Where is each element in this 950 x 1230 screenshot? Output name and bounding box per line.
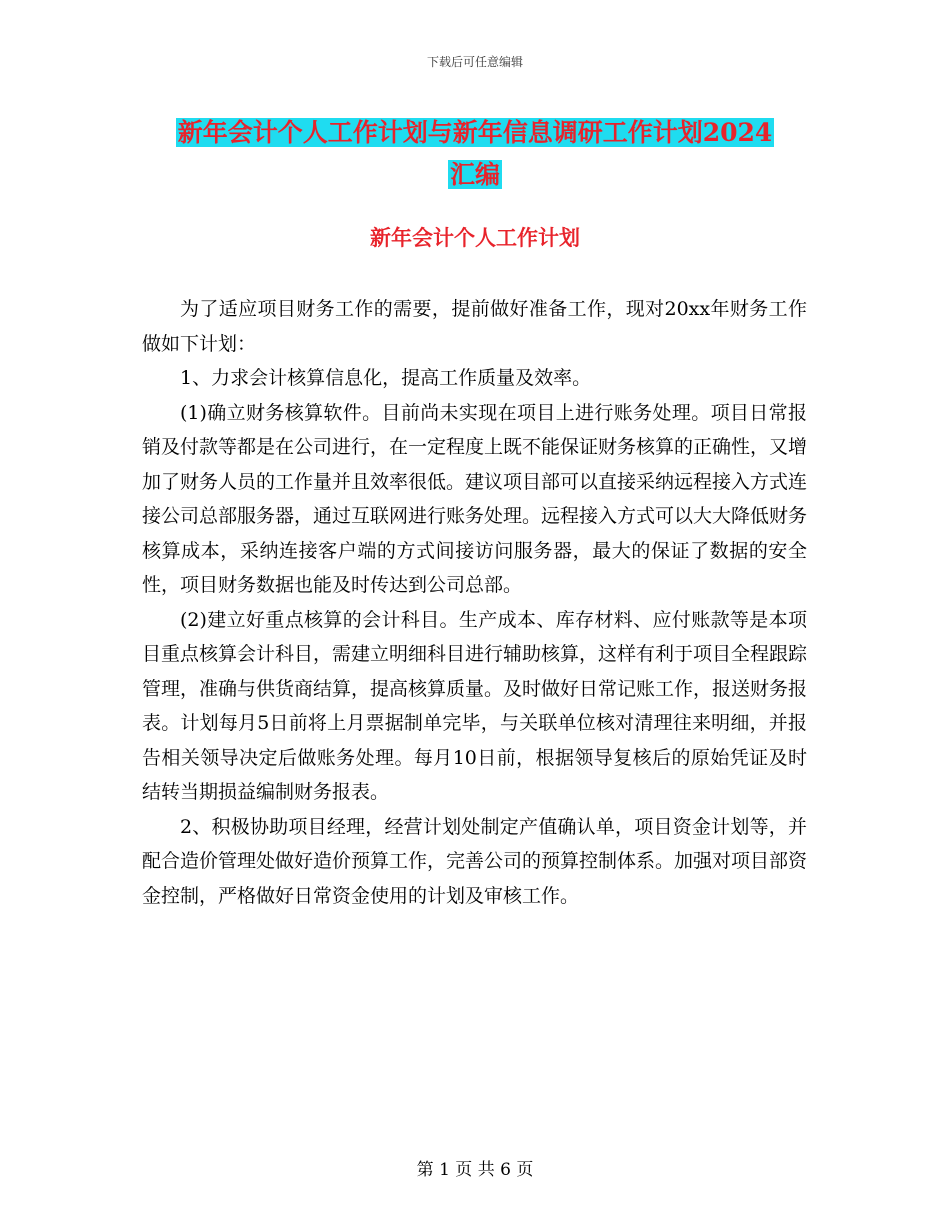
- paragraph-item-1-1: (1)确立财务核算软件。目前尚未实现在项目上进行账务处理。项目日常报销及付款等都是在公司进行，在一定程度上既不能保证财务核算的正确性，又增加了财务人员的工作量并且效率很低。建议项目部可以直接采纳远程接入方式连接公司总部服务器，通过互联网进行账务处理。远程接入方式可以大大降低财务核算成本，采纳连接客户端的方式间接访问服务器，最大的保证了数据的安全性，项目财务数据也能及时传达到公司总部。: [142, 401, 808, 596]
- section-title: 新年会计个人工作计划: [370, 225, 580, 250]
- paragraph-item-1: 1、力求会计核算信息化，提高工作质量及效率。: [180, 367, 592, 389]
- document-title: [150, 112, 800, 196]
- paragraph-intro: 为了适应项目财务工作的需要，提前做好准备工作，现对20xx年财务工作做如下计划：: [142, 298, 807, 355]
- paragraph-item-1-2: (2)建立好重点核算的会计科目。生产成本、库存材料、应付账款等是本项目重点核算会计科目，需建立明细科目进行辅助核算，这样有利于项目全程跟踪管理，准确与供货商结算，提高核算质量。及时做好日常记账工作，报送财务报表。计划每月5日前将上月票据制单完毕，与关联单位核对清理往来明细，并报告相关领导决定后做账务处理。每月10日前，根据领导复核后的原始凭证及时结转当期损益编制财务报表。: [142, 608, 808, 803]
- document-title-line2: 汇编: [449, 160, 500, 189]
- header-note: 下载后可任意编辑: [426, 55, 523, 69]
- document-title-line1: 新年会计个人工作计划与新年信息调研工作计划2024: [177, 118, 773, 147]
- page-number-footer: 第 1 页 共 6 页: [416, 1160, 534, 1180]
- paragraph-item-2: 2、积极协助项目经理，经营计划处制定产值确认单，项目资金计划等，并配合造价管理处做好造价预算工作，完善公司的预算控制体系。加强对项目部资金控制，严格做好日常资金使用的计划及审核工作。: [142, 815, 808, 907]
- body-text: [142, 292, 807, 913]
